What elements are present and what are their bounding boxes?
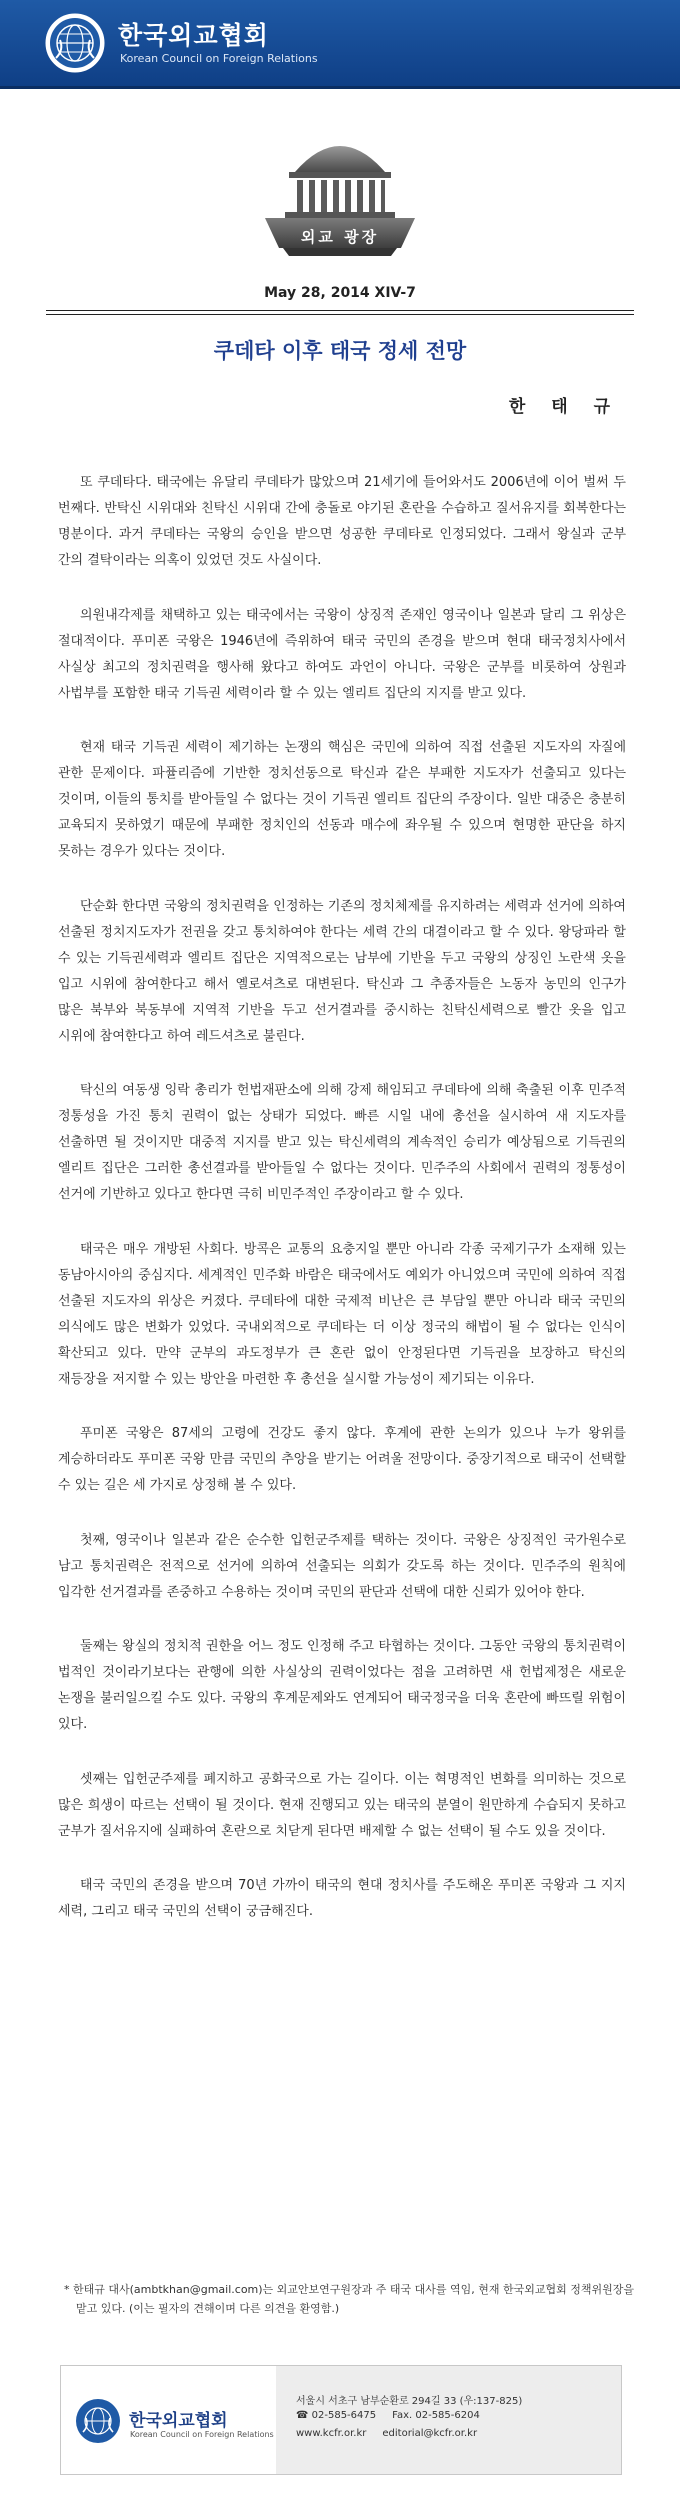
org-logo-icon — [75, 2398, 121, 2444]
org-logo-icon — [44, 12, 106, 74]
emblem-label: 외교 광장 — [300, 228, 380, 246]
footer-org-name-english: Korean Council on Foreign Relations — [130, 2430, 274, 2439]
paragraph: 태국은 매우 개방된 사회다. 방콕은 교통의 요충지일 뿐만 아니라 각종 국제기구가 소재해 있는 동남아시아의 중심지다. 세계적인 민주화 바람은 태국에서도 예외가 아니었으며 국민에 의하여 직접 선출된 지도자의 위상은 커졌다. 쿠데타에 대한 국제적 비난은 큰 부담일 뿐만 아니라 태국 국민의 의식에도 많은 변화가 있었다. 국내외적으로 쿠데타는 더 이상 정국의 해법이 될 수 없다는 인식이 확산되고 있다. 만약 군부의 과도정부가 큰 혼란 없이 안정된다면 기득권을 보장하고 탁신의 재등장을 저지할 수 있는 방안을 마련한 후 총선을 실시할 가능성이 제기되는 이유다. — [58, 1241, 626, 1387]
author-footnote: * 한태규 대사(ambtkhan@gmail.com)는 외교안보연구원장과 주 태국 대사를 역임, 현재 한국외교협회 정책위원장을 맡고 있다. (이는 필자의 견해이며 다른 의견을 환영함.) — [64, 2283, 635, 2315]
paragraph: 탁신의 여동생 잉락 총리가 헌법재판소에 의해 강제 해임되고 쿠데타에 의해 축출된 이후 민주적 정통성을 가진 통치 권력이 없는 상태가 되었다. 빠른 시일 내에 총선을 실시하여 새 지도자를 선출하면 될 것이지만 대중적 지지를 받고 있는 탁신세력의 계속적인 승리가 예상됨으로 기득권의 엘리트 집단은 그러한 총선결과를 받아들일 수 없다는 것이다. 민주주의 사회에서 권력의 정통성이 선거에 기반하고 있다고 한다면 극히 비민주적인 주장이라고 할 수 있다. — [58, 1083, 626, 1202]
org-name-korean: 한국외교협회 — [118, 21, 269, 50]
footer-phone: ☎ 02-585-6475 — [296, 2410, 377, 2421]
org-name-english: Korean Council on Foreign Relations — [120, 52, 318, 65]
paragraph: 현재 태국 기득권 세력이 제기하는 논쟁의 핵심은 국민에 의하여 직접 선출된 지도자의 자질에 관한 문제이다. 파퓰리즘에 기반한 정치선동으로 탁신과 같은 부패한 지도자가 선출되고 있다는 것이며, 이들의 통치를 받아들일 수 없다는 것이 기득권 엘리트 집단의 주장이다. 일반 대중은 충분히 교육되지 못하였기 때문에 부패한 정치인의 선동과 매수에 좌우될 수 있으며 현명한 판단을 하지 못하는 경우가 있다는 것이다. — [58, 740, 626, 859]
header-bar — [0, 0, 680, 89]
paragraph: 태국 국민의 존경을 받으며 70년 가까이 태국의 현대 정치사를 주도해온 푸미폰 국왕과 그 지지 세력, 그리고 태국 국민의 선택이 궁금해진다. — [58, 1878, 626, 1919]
contact-footer — [60, 2365, 622, 2475]
footer-contact-info — [276, 2366, 621, 2474]
footer-branding — [61, 2366, 276, 2474]
paragraph: 의원내각제를 채택하고 있는 태국에서는 국왕이 상징적 존재인 영국이나 일본과 달리 그 위상은 절대적이다. 푸미폰 국왕은 1946년에 즉위하여 태국 국민의 존경을 받으며 현대 태국정치사에서 사실상 최고의 정치권력을 행사해 왔다고 하여도 과언이 아니다. 국왕은 군부를 비롯하여 상원과 사법부를 포함한 태국 기득권 세력이라 할 수 있는 엘리트 집단의 지지를 받고 있다. — [58, 607, 626, 701]
paragraph: 단순화 한다면 국왕의 정치권력을 인정하는 기존의 정치체제를 유지하려는 세력과 선거에 의하여 선출된 정치지도자가 전권을 갖고 통치하여야 한다는 세력 간의 대결이라고 할 수 있다. 왕당파라 할 수 있는 기득권세력과 엘리트 집단은 지역적으로는 남부에 기반을 두고 국왕의 상징인 노란색 옷을 입고 시위에 참여한다고 해서 옐로셔츠로 대변된다. 탁신과 그 추종자들은 노동자 농민의 인구가 많은 북부와 북동부에 지역적 기반을 두고 선거결과를 중시하는 친탁신세력으로 빨간 옷을 입고 시위에 참여한다고 하여 레드셔츠로 불린다. — [58, 898, 626, 1044]
paragraph: 또 쿠데타다. 태국에는 유달리 쿠데타가 많았으며 21세기에 들어와서도 2006년에 이어 벌써 두 번째다. 반탁신 시위대와 친탁신 시위대 간에 충돌로 야기된 혼란을 수습하고 질서유지를 회복한다는 명분이다. 과거 쿠데타는 국왕의 승인을 받으면 성공한 쿠데타로 인정되었다. 그래서 왕실과 군부 간의 결탁이라는 의혹이 있었던 것도 사실이다. — [58, 475, 626, 568]
paragraph: 푸미폰 국왕은 87세의 고령에 건강도 좋지 않다. 후계에 관한 논의가 있으나 누가 왕위를 계승하더라도 푸미폰 국왕 만큼 국민의 추앙을 받기는 어려울 전망이다. 중장기적으로 태국이 선택할 수 있는 길은 세 가지로 상정해 볼 수 있다. — [58, 1426, 626, 1493]
issue-dateline: May 28, 2014 XIV-7 — [264, 285, 416, 301]
footer-website-link[interactable]: www.kcfr.or.kr — [296, 2428, 367, 2439]
paragraph: 첫째, 영국이나 일본과 같은 순수한 입헌군주제를 택하는 것이다. 국왕은 상징적인 국가원수로 남고 통치권력은 전적으로 선거에 의하여 선출되는 의회가 갖도록 하는 것이다. 민주주의 원칙에 입각한 선거결과를 존중하고 수용하는 것이며 국민의 판단과 선택에 대한 신뢰가 있어야 한다. — [58, 1532, 626, 1600]
footer-phone-fax — [296, 2410, 480, 2421]
divider-line — [46, 310, 634, 311]
footer-address: 서울시 서초구 남부순환로 294길 33 (우:137-825) — [296, 2396, 523, 2407]
footer-fax: Fax. 02-585-6204 — [392, 2410, 480, 2421]
paragraph: 둘째는 왕실의 정치적 권한을 어느 정도 인정해 주고 타협하는 것이다. 그동안 국왕의 통치권력이 법적인 것이라기보다는 관행에 의한 사실상의 권력이었다는 점을 고려하면 새 헌법제정은 새로운 논쟁을 불러일으킬 수도 있다. 국왕의 후계문제와도 연계되어 태국정국을 더욱 혼란에 빠뜨릴 위험이 있다. — [58, 1639, 626, 1732]
footer-org-name-korean: 한국외교협회 — [129, 2411, 228, 2431]
article-body — [58, 470, 626, 1954]
divider-line — [46, 314, 634, 315]
paragraph: 셋째는 입헌군주제를 폐지하고 공화국으로 가는 길이다. 이는 혁명적인 변화를 의미하는 것으로 많은 희생이 따르는 선택이 될 것이다. 현재 진행되고 있는 태국의 분열이 원만하게 수습되지 못하고 군부가 질서유지에 실패하여 혼란으로 치닫게 된다면 배제할 수 없는 선택이 될 수도 있을 것이다. — [58, 1771, 626, 1839]
article-title: 쿠데타 이후 태국 정세 전망 — [213, 339, 467, 363]
footer-web-email — [296, 2428, 477, 2439]
article-author: 한 태 규 — [508, 397, 620, 417]
footer-email-link[interactable]: editorial@kcfr.or.kr — [382, 2428, 478, 2439]
